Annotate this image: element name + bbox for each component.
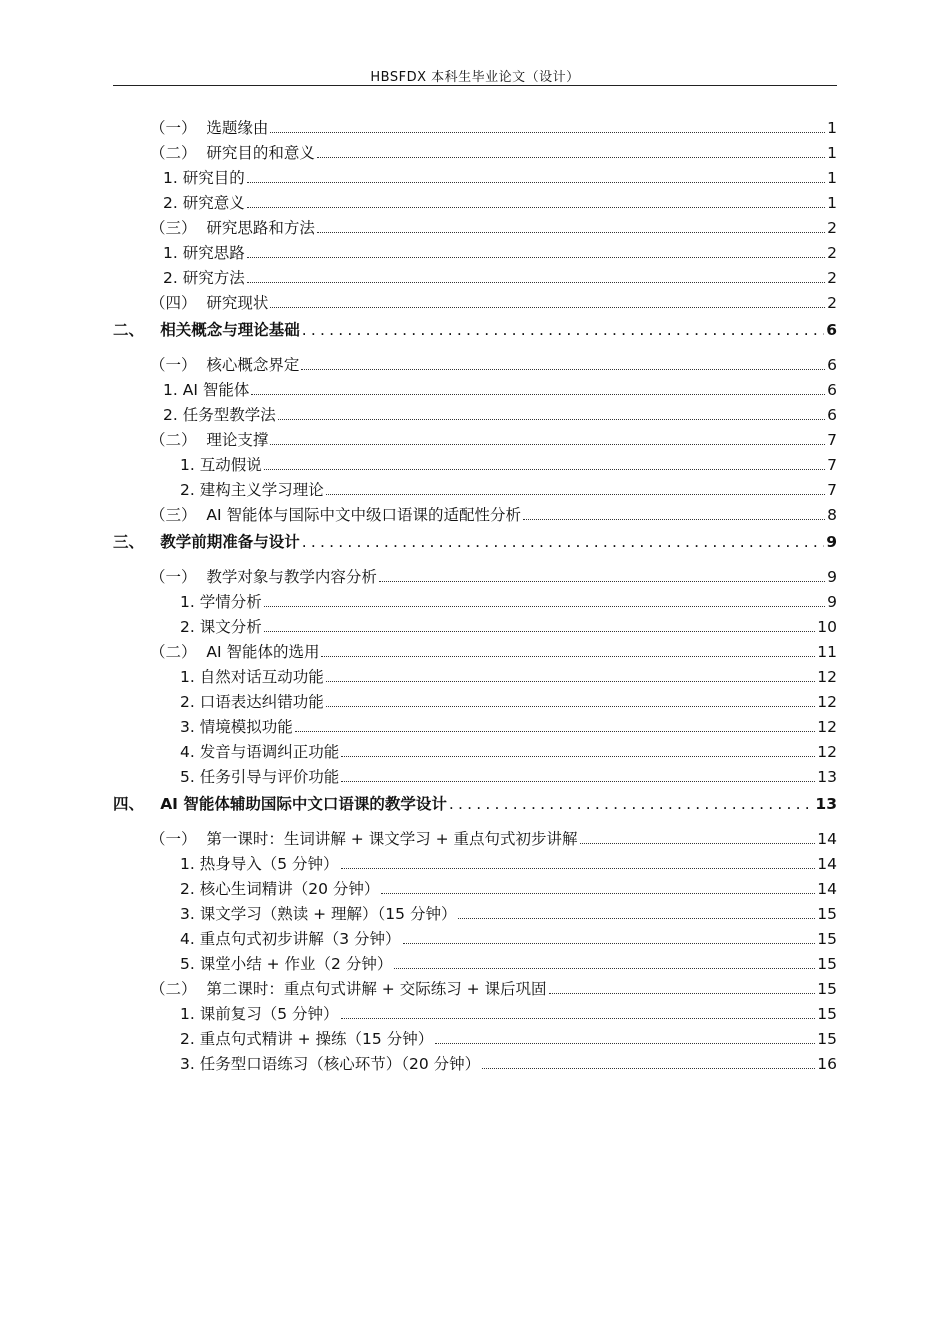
toc-entry[interactable] bbox=[180, 476, 837, 500]
toc-entry[interactable] bbox=[150, 114, 837, 138]
toc-page-number: 6 bbox=[827, 356, 837, 374]
toc-chapter-entry[interactable] bbox=[113, 528, 837, 552]
toc-entry-title: 2. 任务型教学法 bbox=[163, 406, 276, 424]
toc-page-number: 12 bbox=[817, 668, 837, 686]
toc-leader-dots bbox=[321, 656, 815, 657]
toc-entry[interactable] bbox=[180, 663, 837, 687]
toc-page-number: 13 bbox=[817, 768, 837, 786]
toc-entry[interactable] bbox=[180, 875, 837, 899]
toc-leader-dots bbox=[482, 1068, 815, 1069]
toc-page-number: 2 bbox=[827, 294, 837, 312]
toc-entry[interactable] bbox=[150, 638, 837, 662]
toc-entry-title: （一） 核心概念界定 bbox=[150, 356, 300, 374]
toc-entry-title: 四、 AI 智能体辅助国际中文口语课的教学设计 bbox=[113, 795, 447, 813]
toc-entry[interactable] bbox=[150, 975, 837, 999]
toc-entry[interactable] bbox=[150, 289, 837, 313]
toc-entry-title: 5. 课堂小结 + 作业（2 分钟） bbox=[180, 955, 393, 973]
toc-page-number: 7 bbox=[827, 456, 837, 474]
toc-entry[interactable] bbox=[180, 763, 837, 787]
toc-entry[interactable] bbox=[180, 925, 837, 949]
toc-leader-dots bbox=[317, 232, 825, 233]
toc-entry-title: 1. 学情分析 bbox=[180, 593, 262, 611]
toc-entry-title: 2. 口语表达纠错功能 bbox=[180, 693, 324, 711]
toc-page-number: 15 bbox=[817, 1005, 837, 1023]
toc-leader-dots bbox=[435, 1043, 815, 1044]
toc-page-number: 6 bbox=[827, 406, 837, 424]
toc-entry-title: 4. 发音与语调纠正功能 bbox=[180, 743, 340, 761]
toc-entry[interactable] bbox=[180, 900, 837, 924]
toc-page-number: 13 bbox=[815, 795, 837, 813]
toc-page-number: 1 bbox=[827, 169, 837, 187]
toc-leader-dots bbox=[251, 394, 825, 395]
toc-entry-title: 1. 研究目的 bbox=[163, 169, 245, 187]
toc-entry-title: 3. 课文学习（熟读 + 理解）（15 分钟） bbox=[180, 905, 457, 923]
toc-entry[interactable] bbox=[180, 1050, 837, 1074]
toc-leader-dots bbox=[295, 731, 816, 732]
toc-leader-dots bbox=[458, 918, 815, 919]
toc-entry-title: 3. 任务型口语练习（核心环节）（20 分钟） bbox=[180, 1055, 481, 1073]
toc-entry[interactable] bbox=[150, 426, 837, 450]
toc-entry[interactable] bbox=[163, 376, 837, 400]
toc-leader-dots bbox=[302, 320, 825, 340]
toc-entry[interactable] bbox=[180, 688, 837, 712]
toc-entry-title: 二、 相关概念与理论基础 bbox=[113, 321, 300, 339]
toc-entry[interactable] bbox=[180, 850, 837, 874]
toc-page-number: 12 bbox=[817, 743, 837, 761]
toc-entry-title: 1. 课前复习（5 分钟） bbox=[180, 1005, 339, 1023]
toc-leader-dots bbox=[301, 369, 825, 370]
toc-leader-dots bbox=[449, 794, 814, 814]
toc-page-number: 7 bbox=[827, 431, 837, 449]
toc-leader-dots bbox=[341, 781, 815, 782]
toc-page-number: 2 bbox=[827, 269, 837, 287]
toc-entry[interactable] bbox=[150, 825, 837, 849]
toc-entry-title: 5. 任务引导与评价功能 bbox=[180, 768, 340, 786]
toc-page-number: 6 bbox=[827, 381, 837, 399]
toc-page-number: 14 bbox=[817, 830, 837, 848]
toc-entry[interactable] bbox=[180, 1000, 837, 1024]
toc-entry-title: （二） 理论支撑 bbox=[150, 431, 269, 449]
toc-leader-dots bbox=[381, 893, 815, 894]
toc-entry-title: （二） 第二课时：重点句式讲解 + 交际练习 + 课后巩固 bbox=[150, 980, 547, 998]
toc-leader-dots bbox=[326, 681, 816, 682]
toc-entry[interactable] bbox=[180, 451, 837, 475]
header-divider bbox=[113, 85, 837, 86]
toc-leader-dots bbox=[264, 606, 825, 607]
toc-leader-dots bbox=[403, 943, 816, 944]
toc-entry-title: 三、 教学前期准备与设计 bbox=[113, 533, 300, 551]
toc-entry[interactable] bbox=[163, 189, 837, 213]
toc-leader-dots bbox=[341, 1018, 816, 1019]
toc-page-number: 15 bbox=[817, 1030, 837, 1048]
toc-entry[interactable] bbox=[150, 139, 837, 163]
toc-entry[interactable] bbox=[180, 738, 837, 762]
toc-entry[interactable] bbox=[163, 264, 837, 288]
toc-leader-dots bbox=[580, 843, 816, 844]
toc-entry-title: （二） 研究目的和意义 bbox=[150, 144, 315, 162]
toc-leader-dots bbox=[302, 532, 825, 552]
toc-page-number: 10 bbox=[817, 618, 837, 636]
toc-leader-dots bbox=[341, 868, 816, 869]
toc-entry[interactable] bbox=[163, 239, 837, 263]
toc-leader-dots bbox=[270, 444, 825, 445]
toc-leader-dots bbox=[326, 706, 816, 707]
toc-entry-title: （一） 教学对象与教学内容分析 bbox=[150, 568, 377, 586]
toc-leader-dots bbox=[270, 132, 825, 133]
toc-leader-dots bbox=[264, 469, 825, 470]
toc-leader-dots bbox=[247, 182, 825, 183]
toc-entry-title: （四） 研究现状 bbox=[150, 294, 269, 312]
toc-entry-title: 1. AI 智能体 bbox=[163, 381, 250, 399]
toc-leader-dots bbox=[523, 519, 825, 520]
toc-chapter-entry[interactable] bbox=[113, 316, 837, 340]
toc-page-number: 9 bbox=[827, 593, 837, 611]
toc-page-number: 1 bbox=[827, 194, 837, 212]
toc-entry[interactable] bbox=[163, 401, 837, 425]
toc-page-number: 9 bbox=[826, 533, 837, 551]
toc-entry[interactable] bbox=[150, 501, 837, 525]
toc-entry-title: 2. 研究方法 bbox=[163, 269, 245, 287]
toc-page-number: 16 bbox=[817, 1055, 837, 1073]
toc-page-number: 15 bbox=[817, 905, 837, 923]
toc-entry-title: 2. 重点句式精讲 + 操练（15 分钟） bbox=[180, 1030, 434, 1048]
toc-page-number: 8 bbox=[827, 506, 837, 524]
toc-entry-title: （一） 第一课时：生词讲解 + 课文学习 + 重点句式初步讲解 bbox=[150, 830, 578, 848]
toc-leader-dots bbox=[270, 307, 825, 308]
toc-page-number: 7 bbox=[827, 481, 837, 499]
toc-entry[interactable] bbox=[150, 214, 837, 238]
toc-entry-title: 2. 建构主义学习理论 bbox=[180, 481, 324, 499]
toc-leader-dots bbox=[341, 756, 815, 757]
toc-entry-title: 2. 核心生词精讲（20 分钟） bbox=[180, 880, 380, 898]
toc-leader-dots bbox=[549, 993, 816, 994]
toc-entry[interactable] bbox=[163, 164, 837, 188]
header-title: HBSFDX 本科生毕业论文（设计） bbox=[370, 70, 580, 85]
toc-entry-title: （三） 研究思路和方法 bbox=[150, 219, 315, 237]
toc-page-number: 11 bbox=[817, 643, 837, 661]
toc-entry-title: 3. 情境模拟功能 bbox=[180, 718, 293, 736]
toc-leader-dots bbox=[264, 631, 816, 632]
toc-entry-title: 1. 研究思路 bbox=[163, 244, 245, 262]
toc-page-number: 14 bbox=[817, 880, 837, 898]
toc-entry-title: 1. 热身导入（5 分钟） bbox=[180, 855, 339, 873]
toc-page-number: 14 bbox=[817, 855, 837, 873]
toc-page-number: 2 bbox=[827, 219, 837, 237]
toc-entry-title: 1. 自然对话互动功能 bbox=[180, 668, 324, 686]
toc-page-number: 6 bbox=[826, 321, 837, 339]
toc-entry-title: （一） 选题缘由 bbox=[150, 119, 269, 137]
toc-page-number: 1 bbox=[827, 119, 837, 137]
toc-leader-dots bbox=[247, 257, 825, 258]
toc-entry[interactable] bbox=[180, 1025, 837, 1049]
toc-entry[interactable] bbox=[180, 613, 837, 637]
toc-page-number: 1 bbox=[827, 144, 837, 162]
toc-leader-dots bbox=[317, 157, 825, 158]
toc-page-number: 12 bbox=[817, 693, 837, 711]
toc-entry-title: 1. 互动假说 bbox=[180, 456, 262, 474]
toc-page-number: 9 bbox=[827, 568, 837, 586]
toc-entry-title: 2. 研究意义 bbox=[163, 194, 245, 212]
toc-page-number: 15 bbox=[817, 930, 837, 948]
toc-leader-dots bbox=[278, 419, 825, 420]
toc-chapter-entry[interactable] bbox=[113, 790, 837, 814]
toc-entry[interactable] bbox=[180, 588, 837, 612]
toc-page-number: 15 bbox=[817, 980, 837, 998]
toc-entry[interactable] bbox=[180, 950, 837, 974]
toc-entry-title: （二） AI 智能体的选用 bbox=[150, 643, 320, 661]
toc-leader-dots bbox=[394, 968, 815, 969]
toc-entry[interactable] bbox=[150, 351, 837, 375]
toc-entry-title: （三） AI 智能体与国际中文中级口语课的适配性分析 bbox=[150, 506, 521, 524]
toc-entry-title: 2. 课文分析 bbox=[180, 618, 262, 636]
toc-entry[interactable] bbox=[180, 713, 837, 737]
toc-page-number: 2 bbox=[827, 244, 837, 262]
toc-leader-dots bbox=[326, 494, 825, 495]
toc-leader-dots bbox=[247, 207, 825, 208]
toc-entry[interactable] bbox=[150, 563, 837, 587]
toc-page-number: 15 bbox=[817, 955, 837, 973]
toc-leader-dots bbox=[247, 282, 825, 283]
toc-page-number: 12 bbox=[817, 718, 837, 736]
toc-leader-dots bbox=[379, 581, 825, 582]
toc-entry-title: 4. 重点句式初步讲解（3 分钟） bbox=[180, 930, 401, 948]
